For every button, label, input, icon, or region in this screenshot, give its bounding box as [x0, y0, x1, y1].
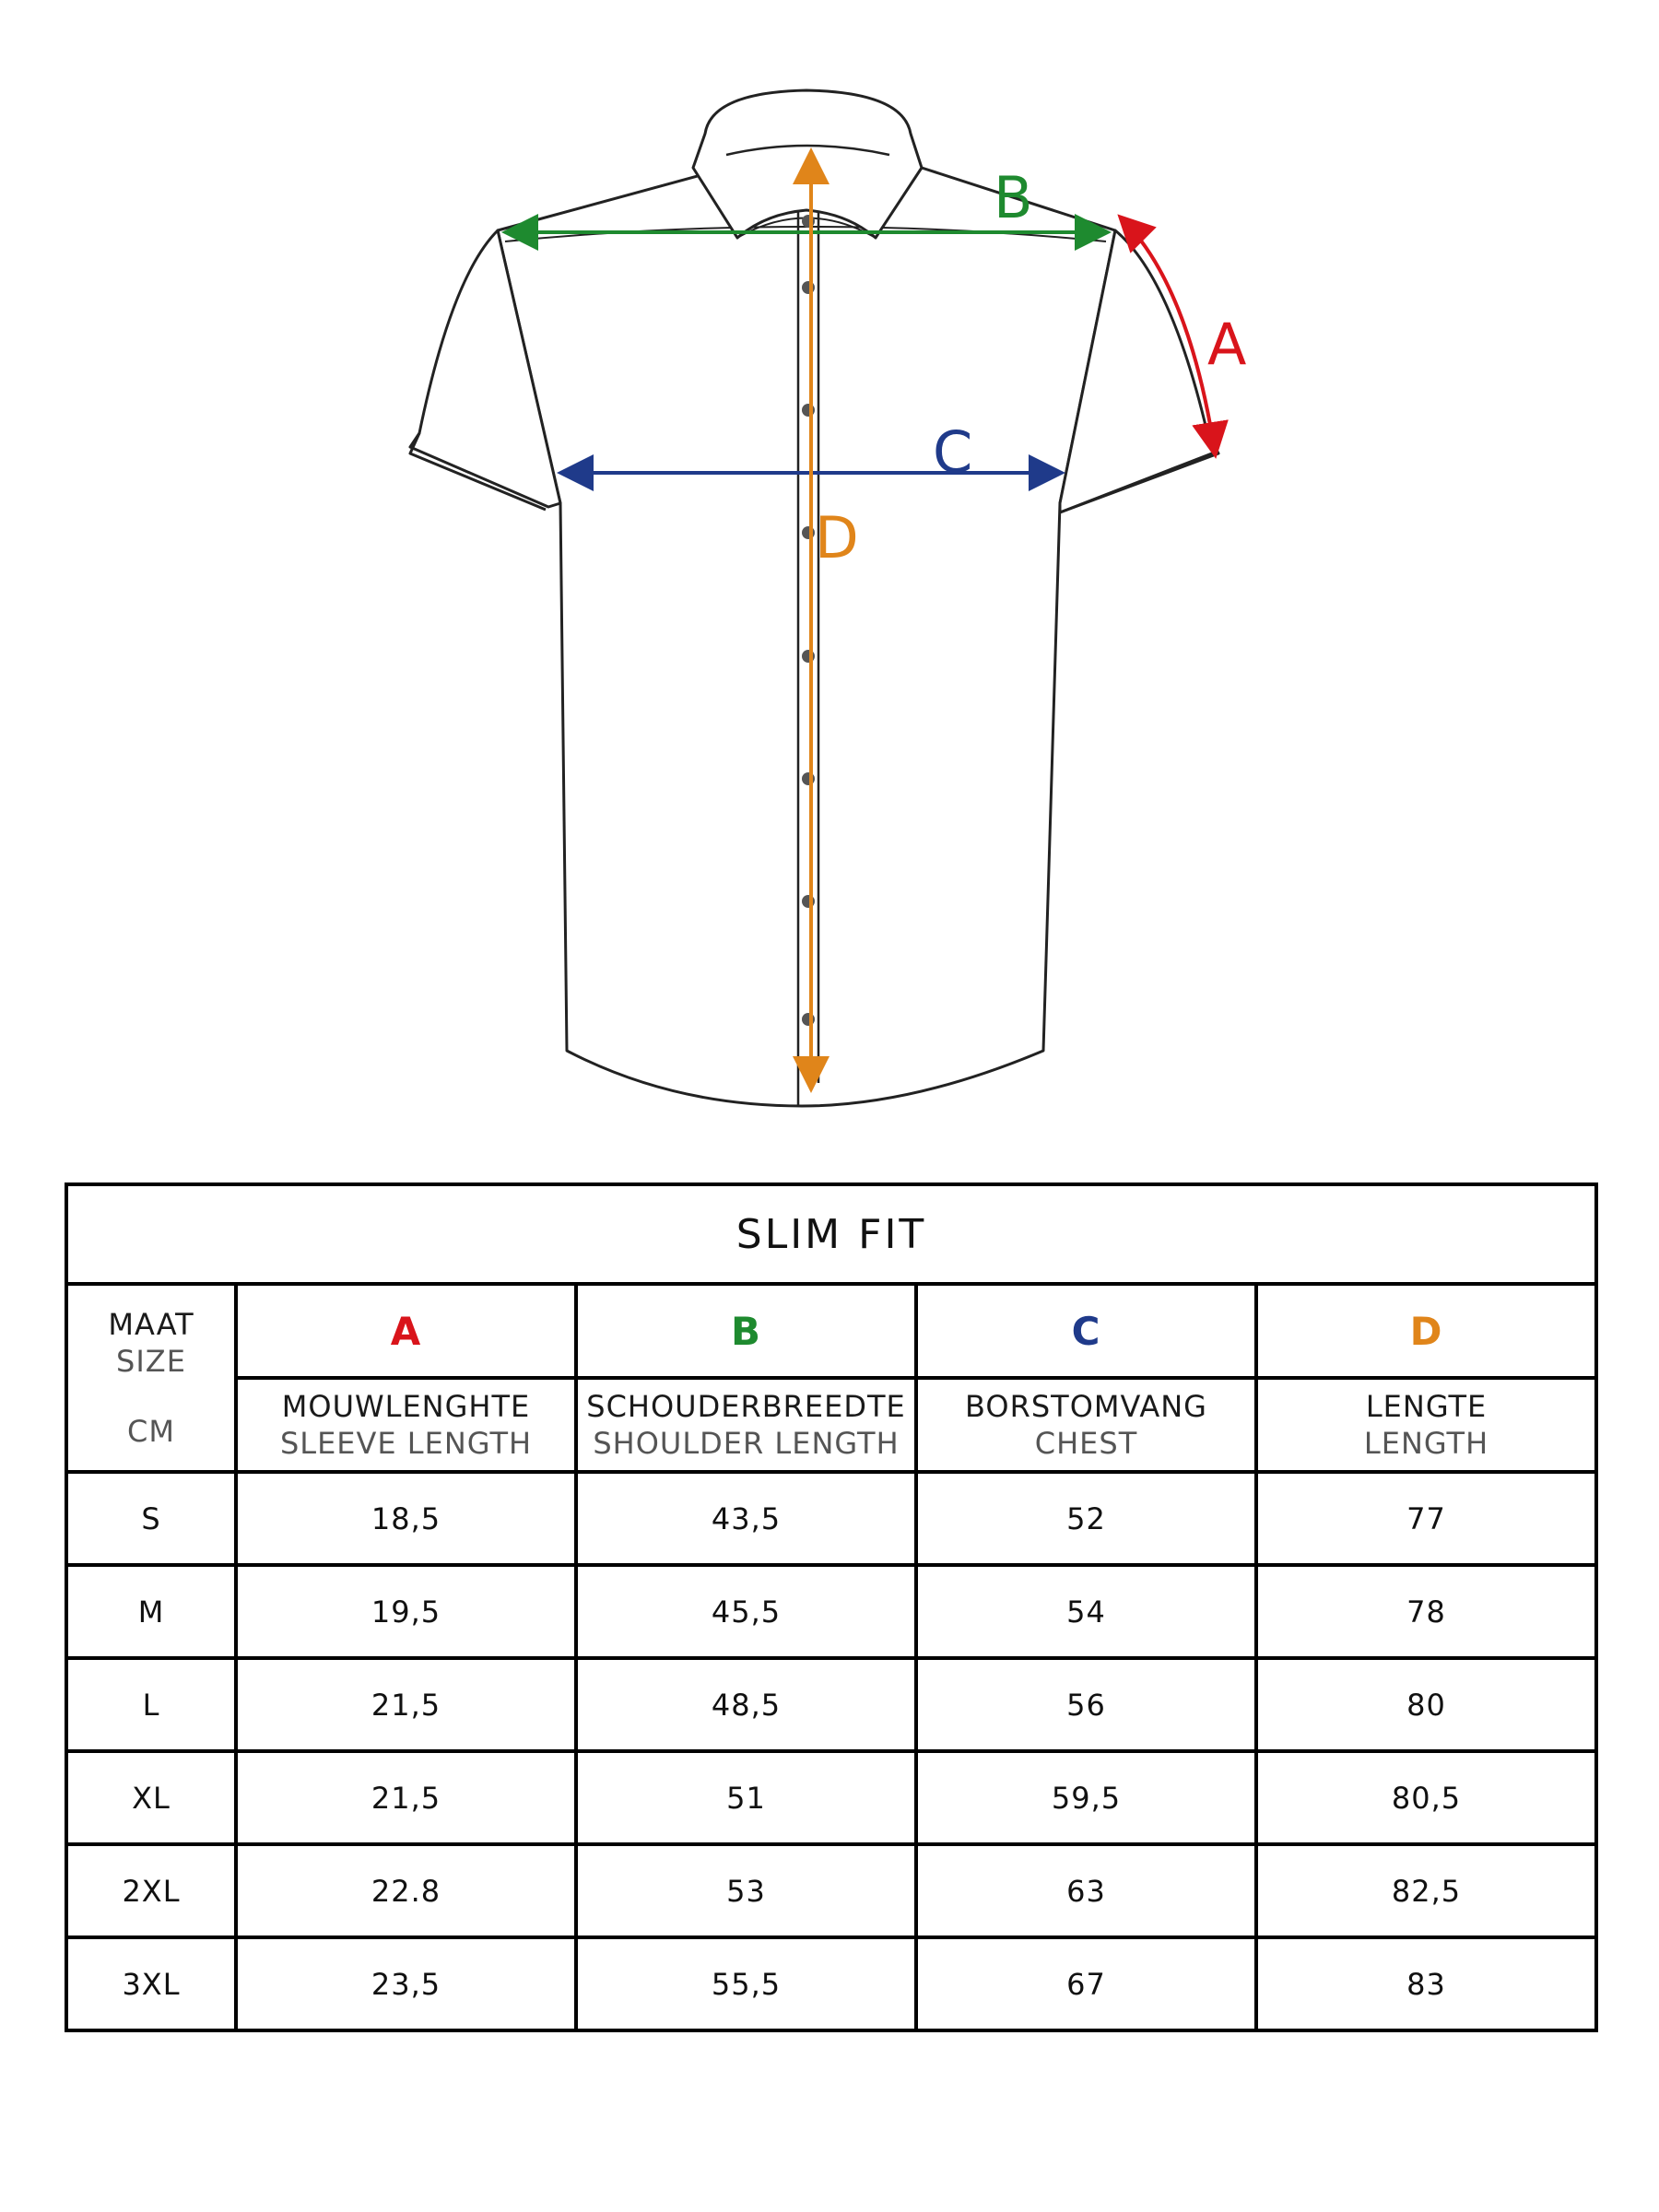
letter-c: C	[1071, 1308, 1101, 1354]
value-cell: 23,5	[236, 1937, 576, 2030]
column-letter-c	[916, 1284, 1256, 1378]
value-cell: 22.8	[236, 1844, 576, 1937]
column-header-d	[1256, 1378, 1596, 1472]
table-row	[66, 1658, 1596, 1751]
size-header-nl: MAAT	[108, 1307, 194, 1342]
value-cell: 54	[916, 1565, 1256, 1658]
value-cell: 55,5	[576, 1937, 916, 2030]
table-row	[66, 1565, 1596, 1658]
letter-a: A	[390, 1308, 422, 1354]
column-letter-b	[576, 1284, 916, 1378]
value-cell: 77	[1256, 1472, 1596, 1565]
letter-b: B	[730, 1308, 761, 1354]
size-cell: 3XL	[66, 1937, 236, 2030]
value-cell: 56	[916, 1658, 1256, 1751]
value-cell: 82,5	[1256, 1844, 1596, 1937]
size-header-en: SIZE	[116, 1344, 186, 1379]
letter-d: D	[1409, 1308, 1443, 1354]
value-cell: 63	[916, 1844, 1256, 1937]
column-header-nl: BORSTOMVANG	[965, 1389, 1207, 1424]
column-header-en: SHOULDER LENGTH	[593, 1426, 900, 1461]
column-header-en: CHEST	[1034, 1426, 1138, 1461]
column-header-nl: LENGTE	[1365, 1389, 1488, 1424]
table-row	[66, 1472, 1596, 1565]
measure-a-label: A	[1207, 311, 1247, 378]
value-cell: 80,5	[1256, 1751, 1596, 1844]
column-header-b	[576, 1378, 916, 1472]
column-header-nl: MOUWLENGHTE	[281, 1389, 531, 1424]
table-row	[66, 1937, 1596, 2030]
value-cell: 43,5	[576, 1472, 916, 1565]
column-header-a	[236, 1378, 576, 1472]
column-header-en: SLEEVE LENGTH	[279, 1426, 533, 1461]
value-cell: 19,5	[236, 1565, 576, 1658]
value-cell: 45,5	[576, 1565, 916, 1658]
value-cell: 21,5	[236, 1658, 576, 1751]
column-header-en: LENGTH	[1363, 1426, 1489, 1461]
column-letter-d	[1256, 1284, 1596, 1378]
column-letter-a	[236, 1284, 576, 1378]
value-cell: 21,5	[236, 1751, 576, 1844]
shirt-outline	[410, 90, 1218, 1106]
unit-label: CM	[127, 1414, 175, 1449]
size-header	[66, 1284, 236, 1472]
value-cell: 59,5	[916, 1751, 1256, 1844]
size-cell: M	[66, 1565, 236, 1658]
measure-d-label: D	[815, 504, 859, 571]
size-table	[65, 1182, 1598, 2032]
value-cell: 53	[576, 1844, 916, 1937]
value-cell: 83	[1256, 1937, 1596, 2030]
size-cell: S	[66, 1472, 236, 1565]
size-cell: XL	[66, 1751, 236, 1844]
measure-c-label: C	[933, 418, 973, 486]
value-cell: 78	[1256, 1565, 1596, 1658]
size-cell: 2XL	[66, 1844, 236, 1937]
table-title: SLIM FIT	[66, 1184, 1596, 1284]
value-cell: 48,5	[576, 1658, 916, 1751]
table-row	[66, 1844, 1596, 1937]
column-header-nl: SCHOUDERBREEDTE	[586, 1389, 906, 1424]
value-cell: 51	[576, 1751, 916, 1844]
value-cell: 67	[916, 1937, 1256, 2030]
column-header-c	[916, 1378, 1256, 1472]
value-cell: 52	[916, 1472, 1256, 1565]
table-row	[66, 1751, 1596, 1844]
value-cell: 80	[1256, 1658, 1596, 1751]
value-cell: 18,5	[236, 1472, 576, 1565]
size-cell: L	[66, 1658, 236, 1751]
measure-b-label: B	[994, 164, 1033, 231]
